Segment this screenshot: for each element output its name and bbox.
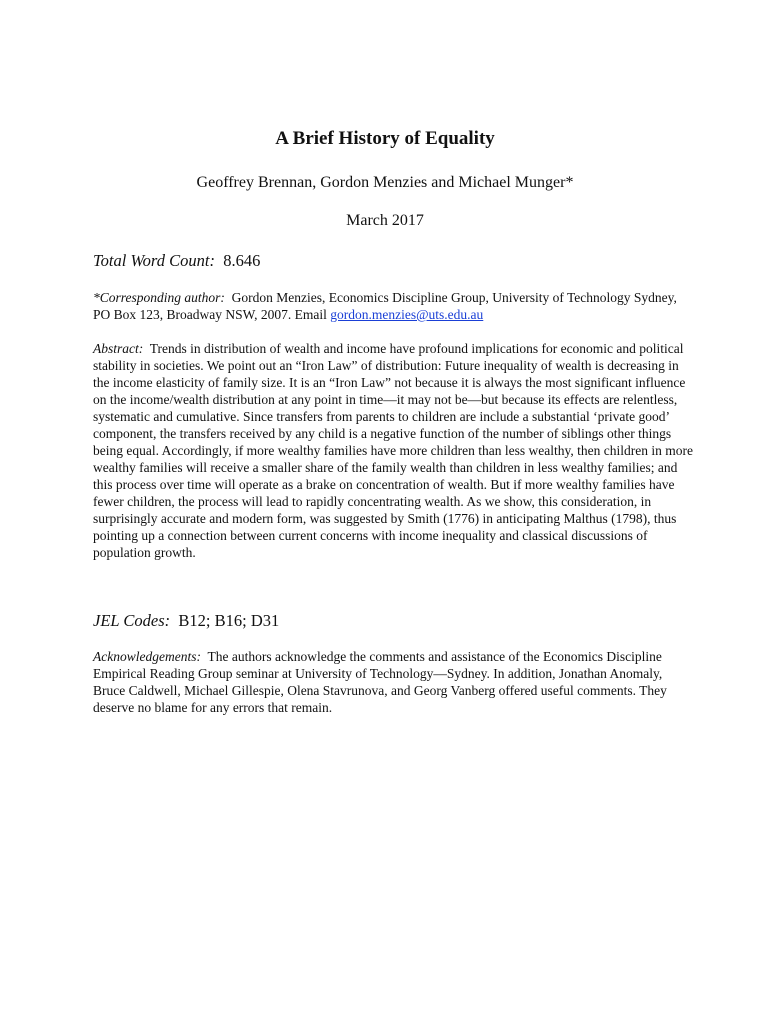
abstract-text: Trends in distribution of wealth and income have profound implications for economic and political stability in societies. We point out an “Iron Law” of distribution: Future inequality of wealth is decreasing in the income elasticity of family size. It is an “Iron Law” not because it is always the most significant influence on the income/wealth distribution at any point in time—it may not be—but because its effects are relentless, systematic and cumulative. Since transfers from parents to children are include a substantial ‘private good’ component, the transfers received by any child is a negative function of the number of siblings other things being equal. Accordingly, if more wealthy families have more children than less wealthy, then children in more wealthy families will receive a smaller share of the family wealth than children in less wealthy families; and this process over time will operate as a brake on concentration of wealth. But if more wealthy families have fewer children, the process will lead to rapidly concentrating wealth. As we show, this consideration, in surprisingly accurate and modern form, was suggested by Smith (1776) in anticipating Malthus (1798), thus pointing up a connection between current concerns with income inequality and classical discussions of population growth. (93, 341, 693, 560)
acknowledgements-text: The authors acknowledge the comments and assistance of the Economics Discipline Empirical Reading Group seminar at University of Technology—Sydney. In addition, Jonathan Anomaly, Bruce Caldwell, Michael Gillespie, Olena Stavrunova, and Georg Vanberg offered useful comments. They deserve no blame for any errors that remain. (93, 649, 667, 715)
acknowledgements (93, 648, 693, 716)
word-count-value: 8.646 (223, 251, 261, 270)
abstract-label: Abstract: (93, 341, 144, 356)
corresponding-author-text: Gordon Menzies, Economics Discipline Group, University of Technology Sydney, PO Box 123, Broadway NSW, 2007. Email (93, 290, 677, 322)
jel-codes (93, 611, 279, 631)
email-link[interactable]: gordon.menzies@uts.edu.au (330, 307, 484, 322)
jel-codes-label: JEL Codes: (93, 611, 171, 630)
corresponding-author-label: *Corresponding author: (93, 290, 225, 305)
jel-codes-value: B12; B16; D31 (178, 611, 280, 630)
acknowledgements-label: Acknowledgements: (93, 649, 201, 664)
paper-title: A Brief History of Equality (275, 128, 495, 149)
word-count-label: Total Word Count: (93, 251, 215, 270)
publication-date: March 2017 (346, 212, 424, 229)
author-list: Geoffrey Brennan, Gordon Menzies and Michael Munger* (196, 174, 574, 191)
corresponding-author (93, 289, 693, 323)
word-count (93, 251, 260, 271)
abstract (93, 340, 693, 561)
